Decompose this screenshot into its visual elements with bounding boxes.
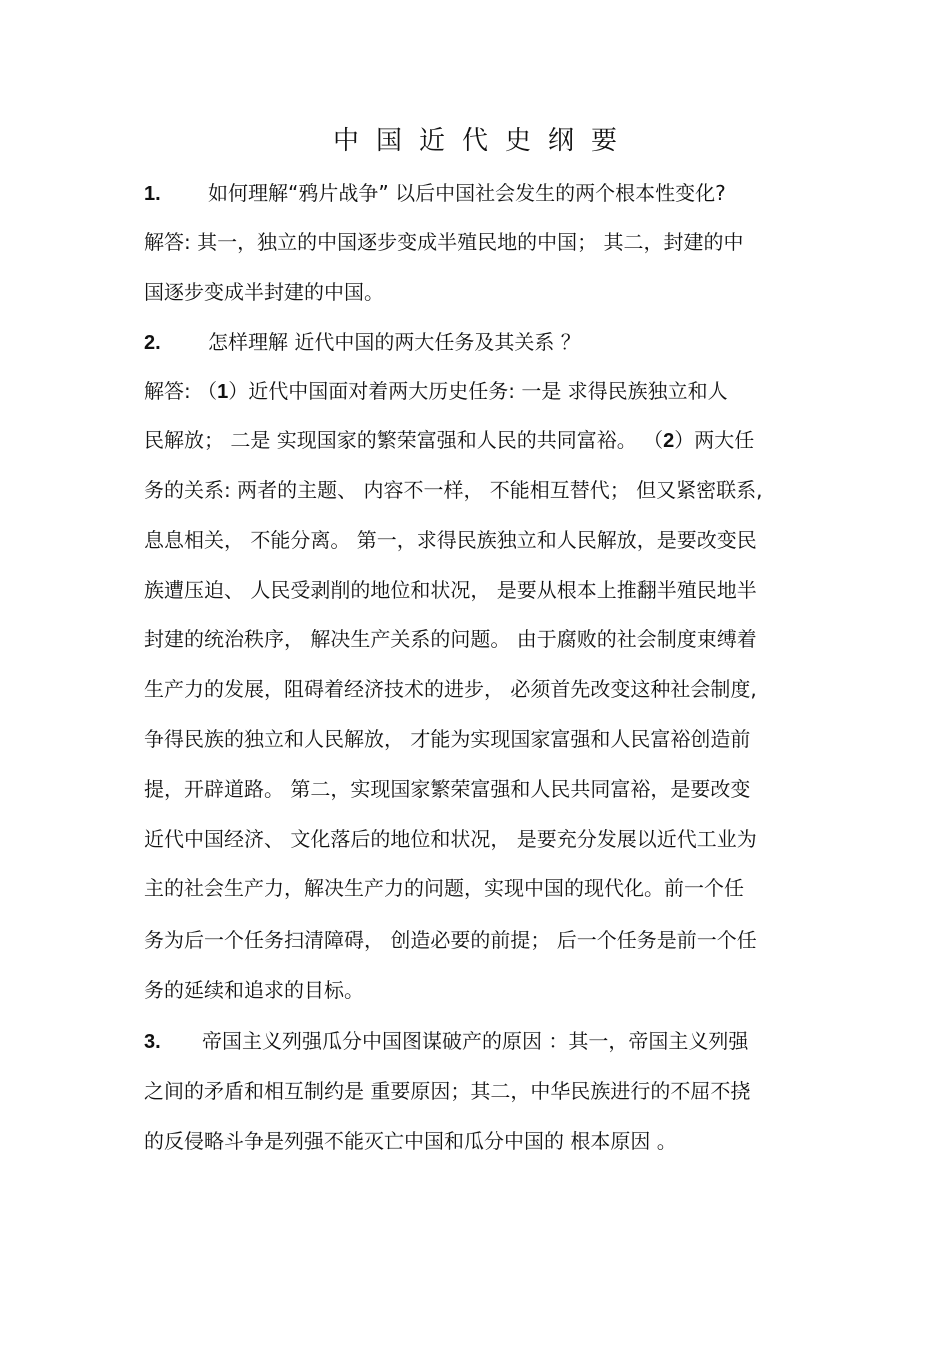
answer-2-line-13: 务的延续和追求的目标。 (144, 978, 364, 1002)
answer-2-line-5: 族遭压迫、 人民受剥削的地位和状况， 是要从根本上推翻半殖民地半 (144, 578, 757, 602)
answer-3-line-3: 的反侵略斗争是列强不能灭亡中国和瓜分中国的 根本原因 。 (144, 1129, 677, 1153)
answer-2-line-8: 争得民族的独立和人民解放， 才能为实现国家富强和人民富裕创造前 (144, 727, 751, 751)
list-number: 2 (663, 430, 675, 452)
answer-text: 民解放； 二是 实现国家的繁荣富强和人民的共同富裕。 （ (144, 428, 664, 452)
question-1 (144, 178, 814, 209)
question-text: 如何理解“鸦片战争” 以后中国社会发生的两个根本性变化? (208, 181, 726, 205)
answer-2-line-2 (144, 425, 814, 456)
list-number: 1 (217, 381, 229, 403)
answer-2-line-9: 提，开辟道路。 第二，实现国家繁荣富强和人民共同富裕，是要改变 (144, 777, 751, 801)
answer-2-line-4: 息息相关， 不能分离。 第一，求得民族独立和人民解放，是要改变民 (144, 528, 757, 552)
page-title: 中国近代史纲要 (332, 126, 634, 156)
answer-1-line-2: 国逐步变成半封建的中国。 (144, 280, 384, 304)
answer-text: 解答: （ (144, 379, 218, 403)
answer-text: ）两大任 (674, 428, 755, 452)
answer-text: ）近代中国面对着两大历史任务: 一是 求得民族独立和人 (228, 379, 728, 403)
answer-2-line-7: 生产力的发展，阻碍着经济技术的进步， 必须首先改变这种社会制度, (144, 677, 757, 701)
question-2 (144, 327, 814, 358)
question-text: 怎样理解 近代中国的两大任务及其关系 ？ (208, 330, 581, 354)
question-number: 3. (144, 1031, 161, 1053)
question-text: 帝国主义列强瓜分中国图谋破产的原因 ：其一，帝国主义列强 (202, 1029, 749, 1053)
answer-2-line-1 (144, 376, 814, 407)
answer-2-line-3: 务的关系: 两者的主题、 内容不一样， 不能相互替代； 但又紧密联系, (144, 478, 763, 502)
answer-2-line-6: 封建的统治秩序， 解决生产关系的问题。 由于腐败的社会制度束缚着 (144, 627, 757, 651)
question-3 (144, 1026, 814, 1057)
question-number: 1. (144, 183, 161, 205)
answer-2-line-10: 近代中国经济、 文化落后的地位和状况， 是要充分发展以近代工业为 (144, 827, 757, 851)
answer-2-line-12: 务为后一个任务扫清障碍， 创造必要的前提； 后一个任务是前一个任 (144, 928, 757, 952)
answer-3-line-2: 之间的矛盾和相互制约是 重要原因；其二，中华民族进行的不屈不挠 (144, 1079, 751, 1103)
answer-1-line-1: 解答: 其一，独立的中国逐步变成半殖民地的中国； 其二，封建的中 (144, 230, 744, 254)
answer-2-line-11: 主的社会生产力，解决生产力的问题，实现中国的现代化。前一个任 (144, 876, 744, 900)
question-number: 2. (144, 332, 161, 354)
